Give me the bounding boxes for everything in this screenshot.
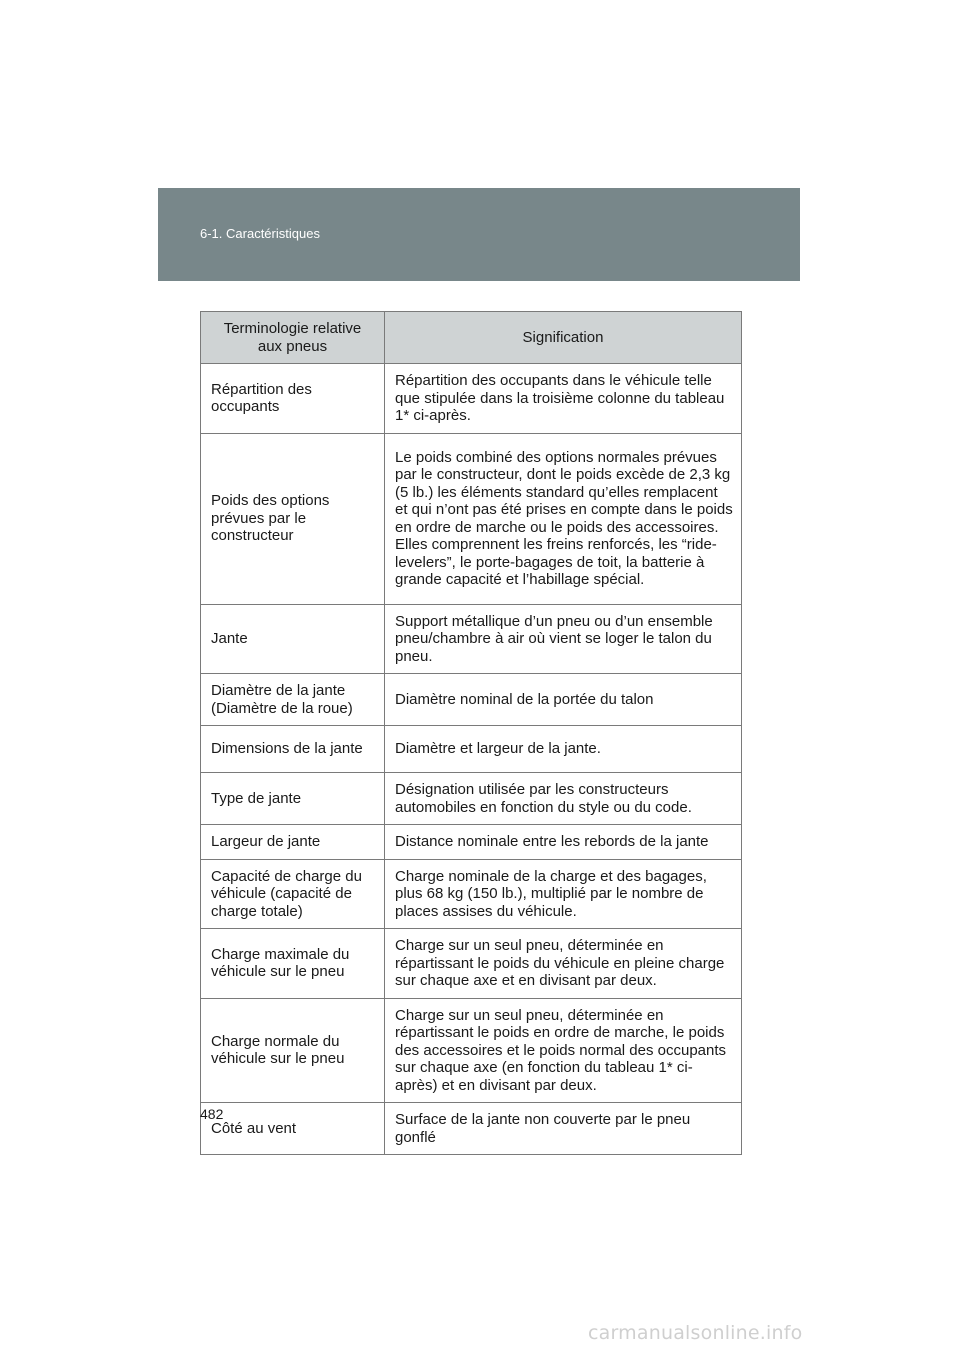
term-cell: Jante — [201, 604, 385, 674]
term-cell: Largeur de jante — [201, 825, 385, 860]
table-row — [201, 726, 742, 773]
term-cell: Charge normale du véhicule sur le pneu — [201, 998, 385, 1103]
term-cell: Côté au vent — [201, 1103, 385, 1155]
table-row — [201, 364, 742, 434]
column-header-meaning: Signification — [385, 312, 742, 364]
term-cell: Diamètre de la jante (Diamètre de la roue) — [201, 674, 385, 726]
term-cell: Répartition des occupants — [201, 364, 385, 434]
section-header-band — [158, 188, 800, 281]
meaning-cell: Diamètre nominal de la portée du talon — [385, 674, 742, 726]
table-row — [201, 859, 742, 929]
page-number: 482 — [200, 1106, 224, 1122]
tire-terminology-table — [200, 311, 742, 1155]
table-row — [201, 604, 742, 674]
table-row — [201, 773, 742, 825]
meaning-cell: Diamètre et largeur de la jante. — [385, 726, 742, 773]
meaning-cell: Charge sur un seul pneu, déterminée en répartissant le poids en ordre de marche, le poids des accessoires et le poids normal des occupants sur chaque axe (en fonction du tableau 1* ci-après) et en divisant par deux. — [385, 998, 742, 1103]
meaning-cell: Support métallique d’un pneu ou d’un ensemble pneu/chambre à air où vient se loger le talon du pneu. — [385, 604, 742, 674]
meaning-cell: Le poids combiné des options normales prévues par le constructeur, dont le poids excède de 2,3 kg (5 lb.) les éléments standard qu’elles remplacent et qui n’ont pas été prises en compte dans le poids en ordre de marche ou le poids des accessoires. Elles comprennent les freins renforcés, les “ride-levelers”, le porte-bagages de toit, la batterie à grande capacité et l’habillage spécial. — [385, 433, 742, 604]
meaning-cell: Distance nominale entre les rebords de la jante — [385, 825, 742, 860]
table-row — [201, 674, 742, 726]
table-row — [201, 825, 742, 860]
term-cell: Poids des options prévues par le constructeur — [201, 433, 385, 604]
table-row — [201, 1103, 742, 1155]
table-row — [201, 433, 742, 604]
term-cell: Dimensions de la jante — [201, 726, 385, 773]
term-cell: Type de jante — [201, 773, 385, 825]
table-header-row — [201, 312, 742, 364]
meaning-cell: Charge nominale de la charge et des bagages, plus 68 kg (150 lb.), multiplié par le nombre de places assises du véhicule. — [385, 859, 742, 929]
meaning-cell: Désignation utilisée par les constructeurs automobiles en fonction du style ou du code. — [385, 773, 742, 825]
column-header-term: Terminologie relative aux pneus — [201, 312, 385, 364]
section-title: 6-1. Caractéristiques — [200, 226, 320, 241]
table-row — [201, 929, 742, 999]
meaning-cell: Répartition des occupants dans le véhicule telle que stipulée dans la troisième colonne du tableau 1* ci-après. — [385, 364, 742, 434]
watermark: carmanualsonline.info — [588, 1322, 803, 1344]
term-cell: Charge maximale du véhicule sur le pneu — [201, 929, 385, 999]
term-cell: Capacité de charge du véhicule (capacité de charge totale) — [201, 859, 385, 929]
table-row — [201, 998, 742, 1103]
meaning-cell: Charge sur un seul pneu, déterminée en répartissant le poids du véhicule en pleine charge sur chaque axe et en divisant par deux. — [385, 929, 742, 999]
meaning-cell: Surface de la jante non couverte par le pneu gonflé — [385, 1103, 742, 1155]
